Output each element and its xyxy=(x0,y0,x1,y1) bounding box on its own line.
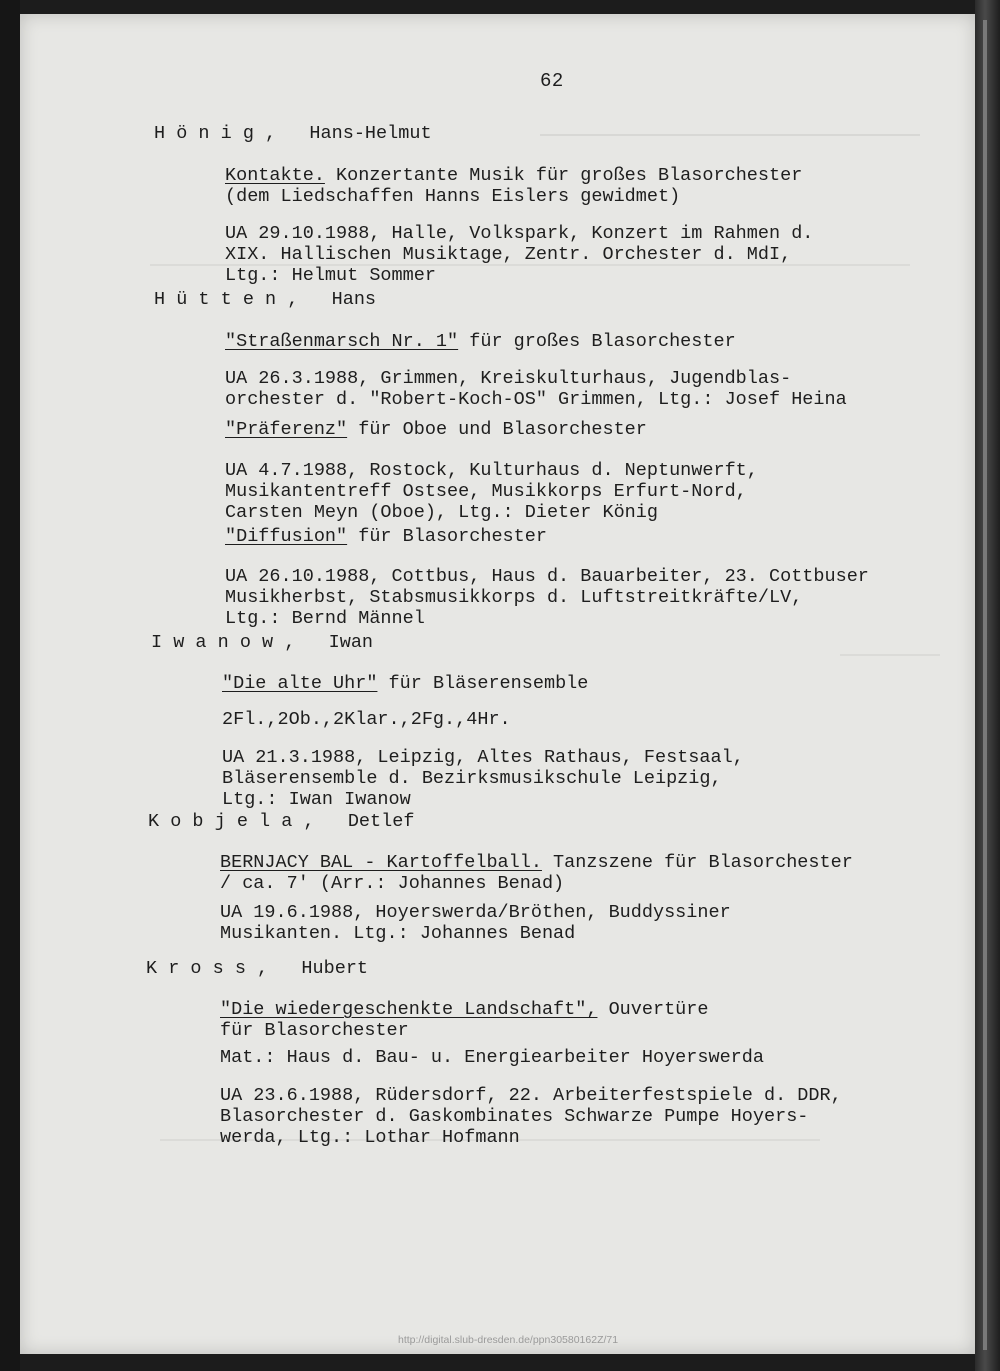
work-description xyxy=(225,526,547,547)
work-subtitle: Ouvertüre xyxy=(597,999,709,1020)
performance-line: Ltg.: Bernd Männel xyxy=(225,608,425,629)
work-subtitle: Konzertante Musik für großes Blasorchester xyxy=(324,165,803,186)
performance-info xyxy=(225,460,758,523)
book-binding-edge xyxy=(975,0,1000,1371)
performance-line: UA 26.3.1988, Grimmen, Kreiskulturhaus, Jugendblas- xyxy=(225,368,792,389)
performance-line: werda, Ltg.: Lothar Hofmann xyxy=(220,1127,520,1148)
performance-line: Bläserensemble d. Bezirksmusikschule Leipzig, xyxy=(222,768,722,789)
bleed-through-mark xyxy=(540,134,920,146)
composer-heading: K o b j e l a , Detlef xyxy=(148,811,415,832)
work-description xyxy=(220,999,709,1041)
source-url: http://digital.slub-dresden.de/ppn30580162Z/71 xyxy=(398,1334,619,1346)
performance-line: orchester d. "Robert-Koch-OS" Grimmen, Ltg.: Josef Heina xyxy=(225,389,847,410)
work-subtitle: für Oboe und Blasorchester xyxy=(347,419,647,440)
work-subtitle-continued: für Blasorchester xyxy=(220,1020,409,1041)
work-title: "Präferenz" xyxy=(225,419,348,440)
document-page xyxy=(20,14,975,1354)
bleed-through-mark xyxy=(840,654,940,666)
performance-info xyxy=(220,902,731,944)
work-title: BERNJACY BAL - Kartoffelball. xyxy=(220,852,542,873)
performance-line: UA 29.10.1988, Halle, Volkspark, Konzert im Rahmen d. xyxy=(225,223,814,244)
work-title: "Diffusion" xyxy=(225,526,348,547)
performance-line: Blasorchester d. Gaskombinates Schwarze Pumpe Hoyers- xyxy=(220,1106,809,1127)
work-description xyxy=(222,673,588,694)
work-title: "Straßenmarsch Nr. 1" xyxy=(225,331,459,352)
page-number: 62 xyxy=(540,70,564,92)
performance-line: Ltg.: Helmut Sommer xyxy=(225,265,436,286)
instrumentation: 2Fl.,2Ob.,2Klar.,2Fg.,4Hr. xyxy=(222,709,511,730)
composer-heading: H ü t t e n , Hans xyxy=(154,289,377,310)
performance-line: UA 4.7.1988, Rostock, Kulturhaus d. Neptunwerft, xyxy=(225,460,758,481)
performance-line: Musikantentreff Ostsee, Musikkorps Erfurt-Nord, xyxy=(225,481,747,502)
performance-line: Carsten Meyn (Oboe), Ltg.: Dieter König xyxy=(225,502,658,523)
performance-line: XIX. Hallischen Musiktage, Zentr. Orchester d. MdI, xyxy=(225,244,792,265)
work-description xyxy=(220,852,853,894)
performance-line: UA 23.6.1988, Rüdersdorf, 22. Arbeiterfestspiele d. DDR, xyxy=(220,1085,842,1106)
performance-line: UA 26.10.1988, Cottbus, Haus d. Bauarbeiter, 23. Cottbuser xyxy=(225,566,869,587)
composer-heading: K r o s s , Hubert xyxy=(146,958,369,979)
work-subtitle: Tanzszene für Blasorchester xyxy=(541,852,853,873)
performance-line: Musikherbst, Stabsmusikkorps d. Luftstreitkräfte/LV, xyxy=(225,587,803,608)
work-title: "Die alte Uhr" xyxy=(222,673,378,694)
performance-line: Musikanten. Ltg.: Johannes Benad xyxy=(220,923,576,944)
work-subtitle-continued: / ca. 7' (Arr.: Johannes Benad) xyxy=(220,873,565,894)
composer-heading: I w a n o w , Iwan xyxy=(151,632,374,653)
work-title: "Die wiedergeschenkte Landschaft", xyxy=(220,999,598,1020)
performance-info xyxy=(225,223,813,286)
performance-info xyxy=(222,747,744,810)
performance-line: UA 19.6.1988, Hoyerswerda/Bröthen, Buddyssiner xyxy=(220,902,731,923)
performance-info xyxy=(220,1085,842,1148)
binding-edge-line xyxy=(983,20,987,1350)
work-description xyxy=(225,165,802,207)
performance-line: Ltg.: Iwan Iwanow xyxy=(222,789,411,810)
work-subtitle: für großes Blasorchester xyxy=(458,331,736,352)
work-description xyxy=(225,331,736,352)
performance-line: UA 21.3.1988, Leipzig, Altes Rathaus, Festsaal, xyxy=(222,747,744,768)
work-subtitle: für Blasorchester xyxy=(347,526,547,547)
work-description xyxy=(225,419,647,440)
composer-heading: H ö n i g , Hans-Helmut xyxy=(154,123,432,144)
work-title: Kontakte. xyxy=(225,165,325,186)
performance-info xyxy=(225,368,847,410)
performance-info xyxy=(225,566,869,629)
scan-border-left xyxy=(0,0,20,1371)
work-subtitle: für Bläserensemble xyxy=(377,673,589,694)
work-subtitle-continued: (dem Liedschaffen Hanns Eislers gewidmet) xyxy=(225,186,681,207)
material-info: Mat.: Haus d. Bau- u. Energiearbeiter Hoyerswerda xyxy=(220,1047,764,1068)
